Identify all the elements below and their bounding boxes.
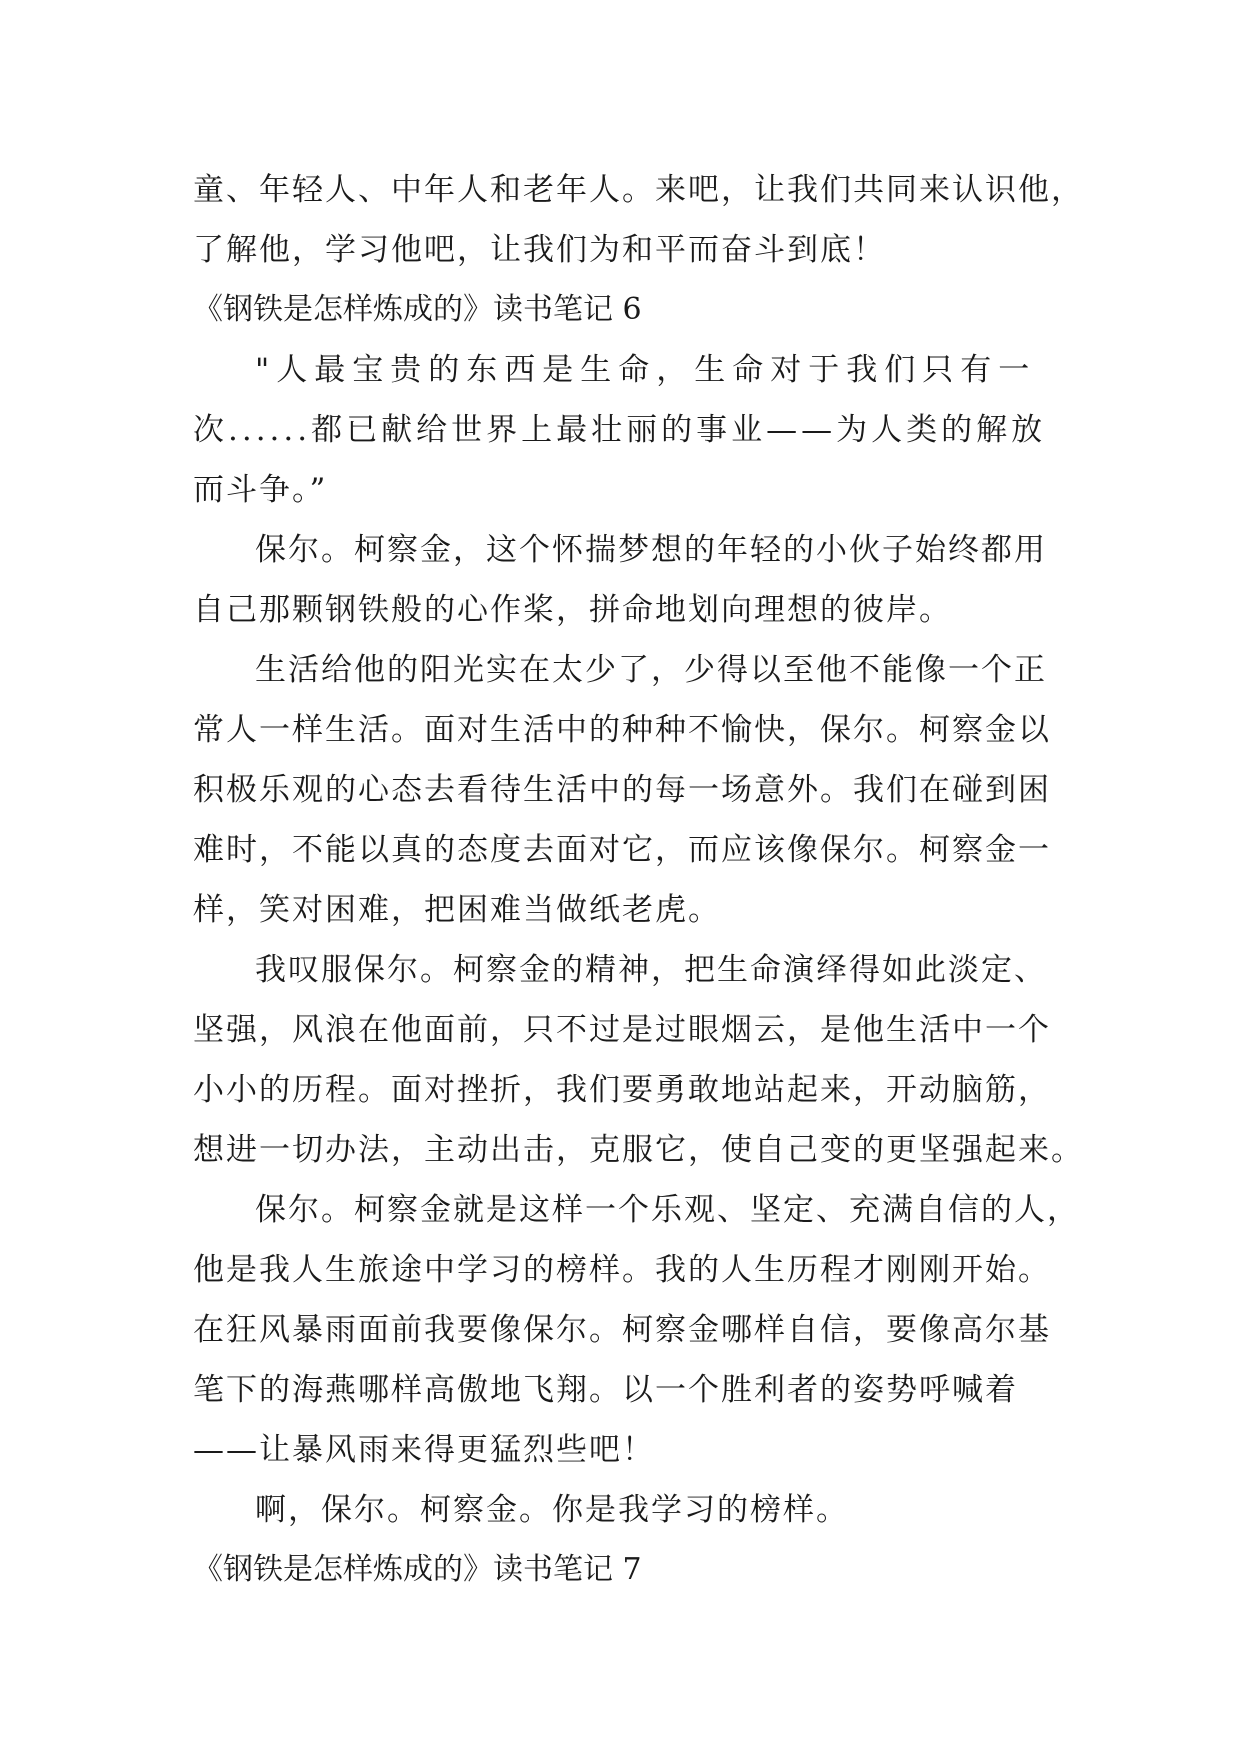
paragraph-line: 保尔。柯察金就是这样一个乐观、坚定、充满自信的人， — [255, 1192, 1080, 1228]
paragraph-line: 积极乐观的心态去看待生活中的每一场意外。我们在碰到困 — [193, 772, 1051, 808]
paragraph-line: 想进一切办法，主动出击，克服它，使自己变的更坚强起来。 — [193, 1132, 1084, 1168]
quote-line: 次......都已献给世界上最壮丽的事业——为人类的解放 — [193, 412, 1047, 448]
quote-line: "人最宝贵的东西是生命，生命对于我们只有一 — [255, 352, 1037, 388]
paragraph-line: 保尔。柯察金，这个怀揣梦想的年轻的小伙子始终都用 — [255, 532, 1047, 568]
paragraph-line: 常人一样生活。面对生活中的种种不愉快，保尔。柯察金以 — [193, 712, 1051, 748]
text-line: 童、年轻人、中年人和老年人。来吧，让我们共同来认识他， — [193, 172, 1084, 208]
document-body — [193, 160, 1084, 1600]
paragraph-line: 生活给他的阳光实在太少了，少得以至他不能像一个正 — [255, 652, 1047, 688]
paragraph-line: 自己那颗钢铁般的心作桨，拼命地划向理想的彼岸。 — [193, 592, 952, 628]
paragraph-line: 坚强，风浪在他面前，只不过是过眼烟云，是他生活中一个 — [193, 1012, 1051, 1048]
paragraph-line: 小小的历程。面对挫折，我们要勇敢地站起来，开动脑筋， — [193, 1072, 1051, 1108]
paragraph-line: 啊，保尔。柯察金。你是我学习的榜样。 — [255, 1492, 849, 1528]
paragraph-line: 笔下的海燕哪样高傲地飞翔。以一个胜利者的姿势呼喊着 — [193, 1372, 1018, 1408]
text-line: 了解他，学习他吧，让我们为和平而奋斗到底！ — [193, 232, 886, 268]
paragraph-line: 我叹服保尔。柯察金的精神，把生命演绎得如此淡定、 — [255, 952, 1047, 988]
paragraph-line: 难时，不能以真的态度去面对它，而应该像保尔。柯察金一 — [193, 832, 1051, 868]
section-heading: 《钢铁是怎样炼成的》读书笔记 6 — [193, 292, 642, 327]
section-heading: 《钢铁是怎样炼成的》读书笔记 7 — [193, 1552, 642, 1587]
paragraph-line: ——让暴风雨来得更猛烈些吧！ — [193, 1432, 655, 1468]
paragraph-line: 在狂风暴雨面前我要像保尔。柯察金哪样自信，要像高尔基 — [193, 1312, 1051, 1348]
paragraph-line: 他是我人生旅途中学习的榜样。我的人生历程才刚刚开始。 — [193, 1252, 1051, 1288]
paragraph-line: 样，笑对困难，把困难当做纸老虎。 — [193, 892, 721, 928]
quote-line: 而斗争。” — [193, 472, 328, 508]
